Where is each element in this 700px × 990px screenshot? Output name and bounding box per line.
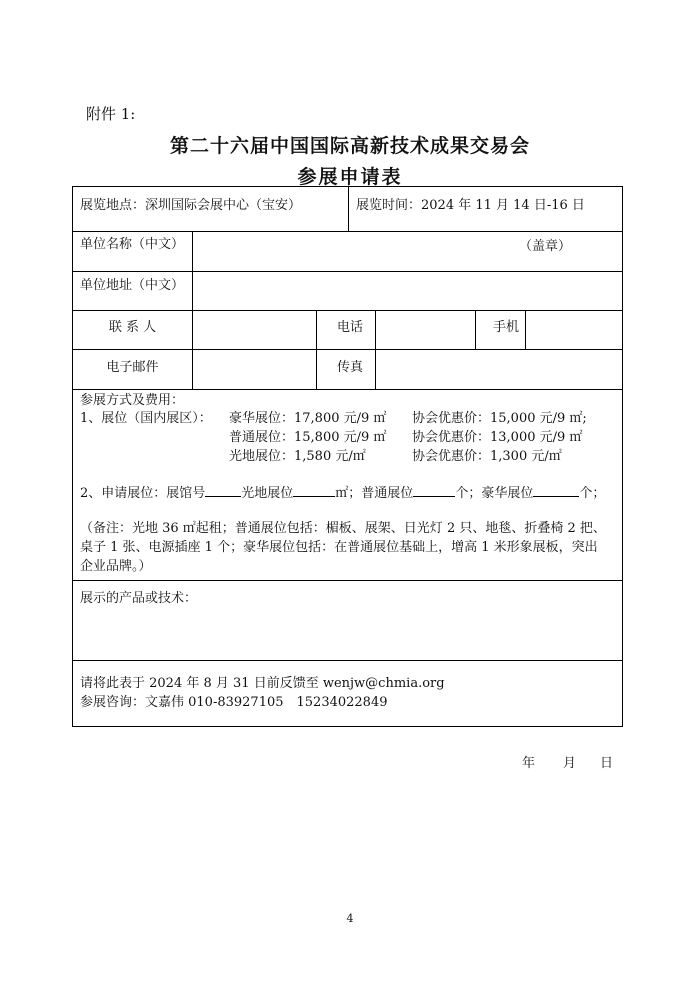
note-line: 企业品牌。） xyxy=(80,559,152,574)
apply-line xyxy=(80,484,605,503)
col-divider xyxy=(316,310,317,389)
unit-address-field[interactable] xyxy=(201,272,611,309)
col-divider xyxy=(348,187,349,231)
stamp-label: （盖章） xyxy=(519,239,572,254)
col-divider xyxy=(375,310,376,389)
unit-address-label: 单位地址（中文） xyxy=(80,278,185,293)
contact-field[interactable] xyxy=(197,312,312,347)
date-year-label: 年 xyxy=(522,756,536,771)
luxury-count-blank[interactable] xyxy=(533,484,579,497)
apply-std-unit: 个；豪华展位 xyxy=(455,486,534,501)
row-divider xyxy=(73,349,622,350)
date-day-label: 日 xyxy=(600,756,614,771)
page-subtitle: 参展申请表 xyxy=(297,166,403,188)
fax-label: 传真 xyxy=(337,360,364,375)
row-divider xyxy=(73,580,622,581)
note-line: 桌子 1 张、电源插座 1 个；豪华展位包括：在普通展位基础上，增高 1 米形象展板，突出 xyxy=(80,540,598,555)
col-divider xyxy=(525,310,526,349)
apply-raw-unit: ㎡；普通展位 xyxy=(335,486,414,501)
fax-field[interactable] xyxy=(379,351,619,387)
products-field[interactable] xyxy=(80,611,615,657)
page-number: 4 xyxy=(346,912,354,925)
fees-booth-prefix: 1、展位（国内展区）： xyxy=(80,411,212,426)
hall-number-blank[interactable] xyxy=(205,484,241,497)
return-note: 请将此表于 2024 年 8 月 31 日前反馈至 wenjw@chmia.org xyxy=(80,676,445,691)
date-month-label: 月 xyxy=(563,756,577,771)
mobile-label: 手机 xyxy=(493,320,520,335)
fees-standard-member: 协会优惠价：13,000 元/9 ㎡ xyxy=(412,430,583,445)
venue-text: 展览地点：深圳国际会展中心（宝安） xyxy=(80,198,302,213)
unit-name-label: 单位名称（中文） xyxy=(80,237,185,252)
fees-luxury: 豪华展位：17,800 元/9 ㎡ xyxy=(229,411,387,426)
products-label: 展示的产品或技术： xyxy=(80,591,198,606)
row-divider xyxy=(73,310,622,311)
standard-count-blank[interactable] xyxy=(413,484,455,497)
dates-text: 展览时间：2024 年 11 月 14 日-16 日 xyxy=(356,198,585,213)
consult-info: 参展咨询：文嘉伟 010-83927105 15234022849 xyxy=(80,695,388,710)
apply-raw-label: 光地展位 xyxy=(241,486,294,501)
attachment-label: 附件 1: xyxy=(86,105,136,123)
fees-standard: 普通展位：15,800 元/9 ㎡ xyxy=(229,430,387,445)
fees-raw: 光地展位：1,580 元/㎡ xyxy=(229,449,366,464)
contact-label: 联 系 人 xyxy=(108,320,157,335)
row-divider xyxy=(73,389,622,390)
mobile-field[interactable] xyxy=(529,312,619,347)
fees-heading: 参展方式及费用： xyxy=(80,393,185,408)
apply-prefix: 2、申请展位：展馆号 xyxy=(80,486,206,501)
email-field[interactable] xyxy=(197,351,312,387)
note-line: （备注：光地 36 ㎡起租；普通展位包括：楣板、展架、日光灯 2 只、地毯、折叠椅 2 把、 xyxy=(80,521,606,536)
fees-raw-member: 协会优惠价：1,300 元/㎡ xyxy=(412,449,562,464)
col-divider xyxy=(475,310,476,349)
phone-label: 电话 xyxy=(337,320,364,335)
fees-luxury-member: 协会优惠价：15,000 元/9 ㎡; xyxy=(412,411,587,426)
page-title: 第二十六届中国国际高新技术成果交易会 xyxy=(169,135,530,157)
phone-field[interactable] xyxy=(379,312,472,347)
raw-area-blank[interactable] xyxy=(293,484,335,497)
application-form xyxy=(72,186,623,727)
email-label: 电子邮件 xyxy=(106,360,159,375)
col-divider xyxy=(192,231,193,389)
row-divider xyxy=(73,660,622,661)
apply-lux-unit: 个； xyxy=(579,486,606,501)
